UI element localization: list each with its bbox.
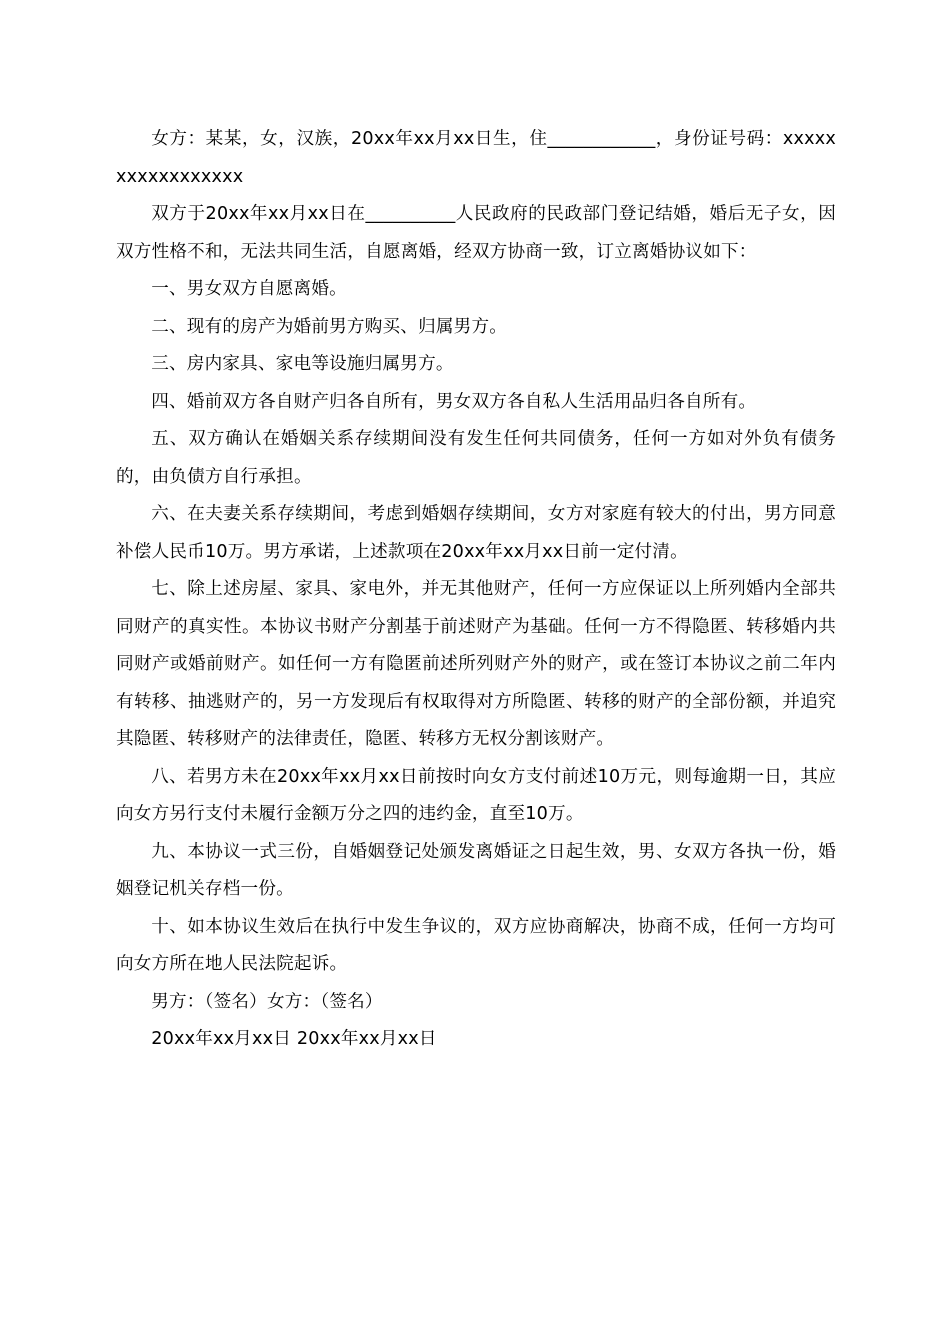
agreement-body	[116, 121, 836, 1059]
clause-2-paragraph: 二、现有的房产为婚前男方购买、归属男方。	[151, 316, 508, 337]
clause-7-paragraph: 七、除上述房屋、家具、家电外，并无其他财产，任何一方应保证以上所列婚内全部共同财产的真实性。本协议书财产分割基于前述财产为基础。任何一方不得隐匿、转移婚内共同财产或婚前财产。如任何一方有隐匿前述所列财产外的财产，或在签订本协议之前二年内有转移、抽逃财产的，另一方发现后有权取得对方所隐匿、转移的财产的全部份额，并追究其隐匿、转移财产的法律责任，隐匿、转移方无权分割该财产。	[116, 579, 836, 749]
clause-9-paragraph: 九、本协议一式三份，自婚姻登记处颁发离婚证之日起生效，男、女双方各执一份，婚姻登记机关存档一份。	[116, 841, 836, 899]
clause-4-paragraph: 四、婚前双方各自财产归各自所有，男女双方各自私人生活用品归各自所有。	[151, 391, 757, 412]
signature-line: 男方：（签名）女方：（签名）	[151, 991, 383, 1012]
marriage-background-paragraph: 双方于20xx年xx月xx日在__________人民政府的民政部门登记结婚，婚后无子女，因双方性格不和，无法共同生活，自愿离婚，经双方协商一致，订立离婚协议如下：	[116, 204, 836, 262]
clause-6-paragraph: 六、在夫妻关系存续期间，考虑到婚姻存续期间，女方对家庭有较大的付出，男方同意补偿人民币10万。男方承诺，上述款项在20xx年xx月xx日前一定付清。	[116, 504, 836, 562]
clause-10-paragraph: 十、如本协议生效后在执行中发生争议的，双方应协商解决，协商不成，任何一方均可向女方所在地人民法院起诉。	[116, 916, 836, 974]
clause-1-paragraph: 一、男女双方自愿离婚。	[151, 279, 347, 299]
clause-3-paragraph: 三、房内家具、家电等设施归属男方。	[151, 354, 454, 374]
clause-5-paragraph: 五、双方确认在婚姻关系存续期间没有发生任何共同债务，任何一方如对外负有债务的，由负债方自行承担。	[116, 429, 836, 487]
clause-8-paragraph: 八、若男方未在20xx年xx月xx日前按时向女方支付前述10万元，则每逾期一日，其应向女方另行支付未履行金额万分之四的违约金，直至10万。	[116, 766, 836, 824]
female-party-paragraph: 女方：某某，女，汉族，20xx年xx月xx日生，住____________，身份证号码：xxxxxxxxxxxxxxxxx	[116, 129, 836, 187]
date-line: 20xx年xx月xx日 20xx年xx月xx日	[151, 1029, 437, 1049]
